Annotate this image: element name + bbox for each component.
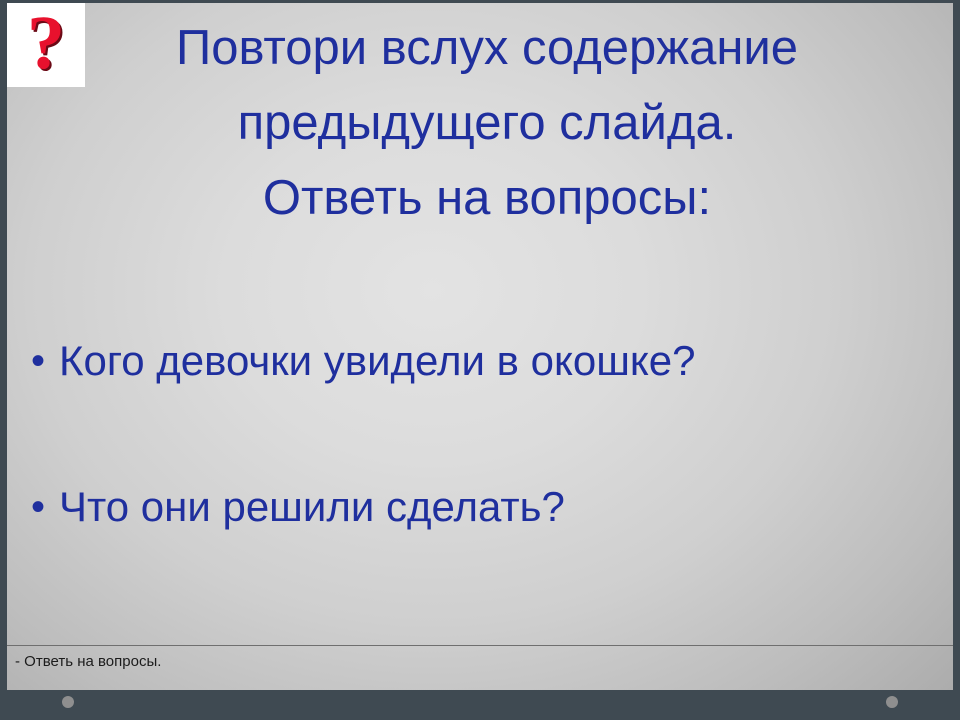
- bullet-list: [7, 333, 960, 625]
- bullet-marker-icon: •: [30, 485, 45, 529]
- bottom-frame-bar: [0, 690, 960, 720]
- slide-title: [67, 11, 907, 236]
- title-line-3: Ответь на вопросы:: [262, 171, 712, 225]
- decorative-dot-right: [886, 696, 898, 708]
- title-line-1: Повтори вслух содержание: [175, 21, 799, 75]
- bullet-text-2: Что они решили сделать?: [59, 483, 565, 530]
- list-item: [7, 333, 960, 389]
- bullet-marker-icon: •: [30, 339, 45, 383]
- question-mark-glyph: ?: [27, 1, 65, 85]
- decorative-dot-left: [62, 696, 74, 708]
- footer-divider: [7, 645, 953, 646]
- bullet-text-1: Кого девочки увидели в окошке?: [59, 337, 696, 384]
- list-item: [7, 479, 960, 535]
- footer-note: - Ответь на вопросы.: [15, 653, 162, 670]
- title-line-2: предыдущего слайда.: [237, 96, 737, 150]
